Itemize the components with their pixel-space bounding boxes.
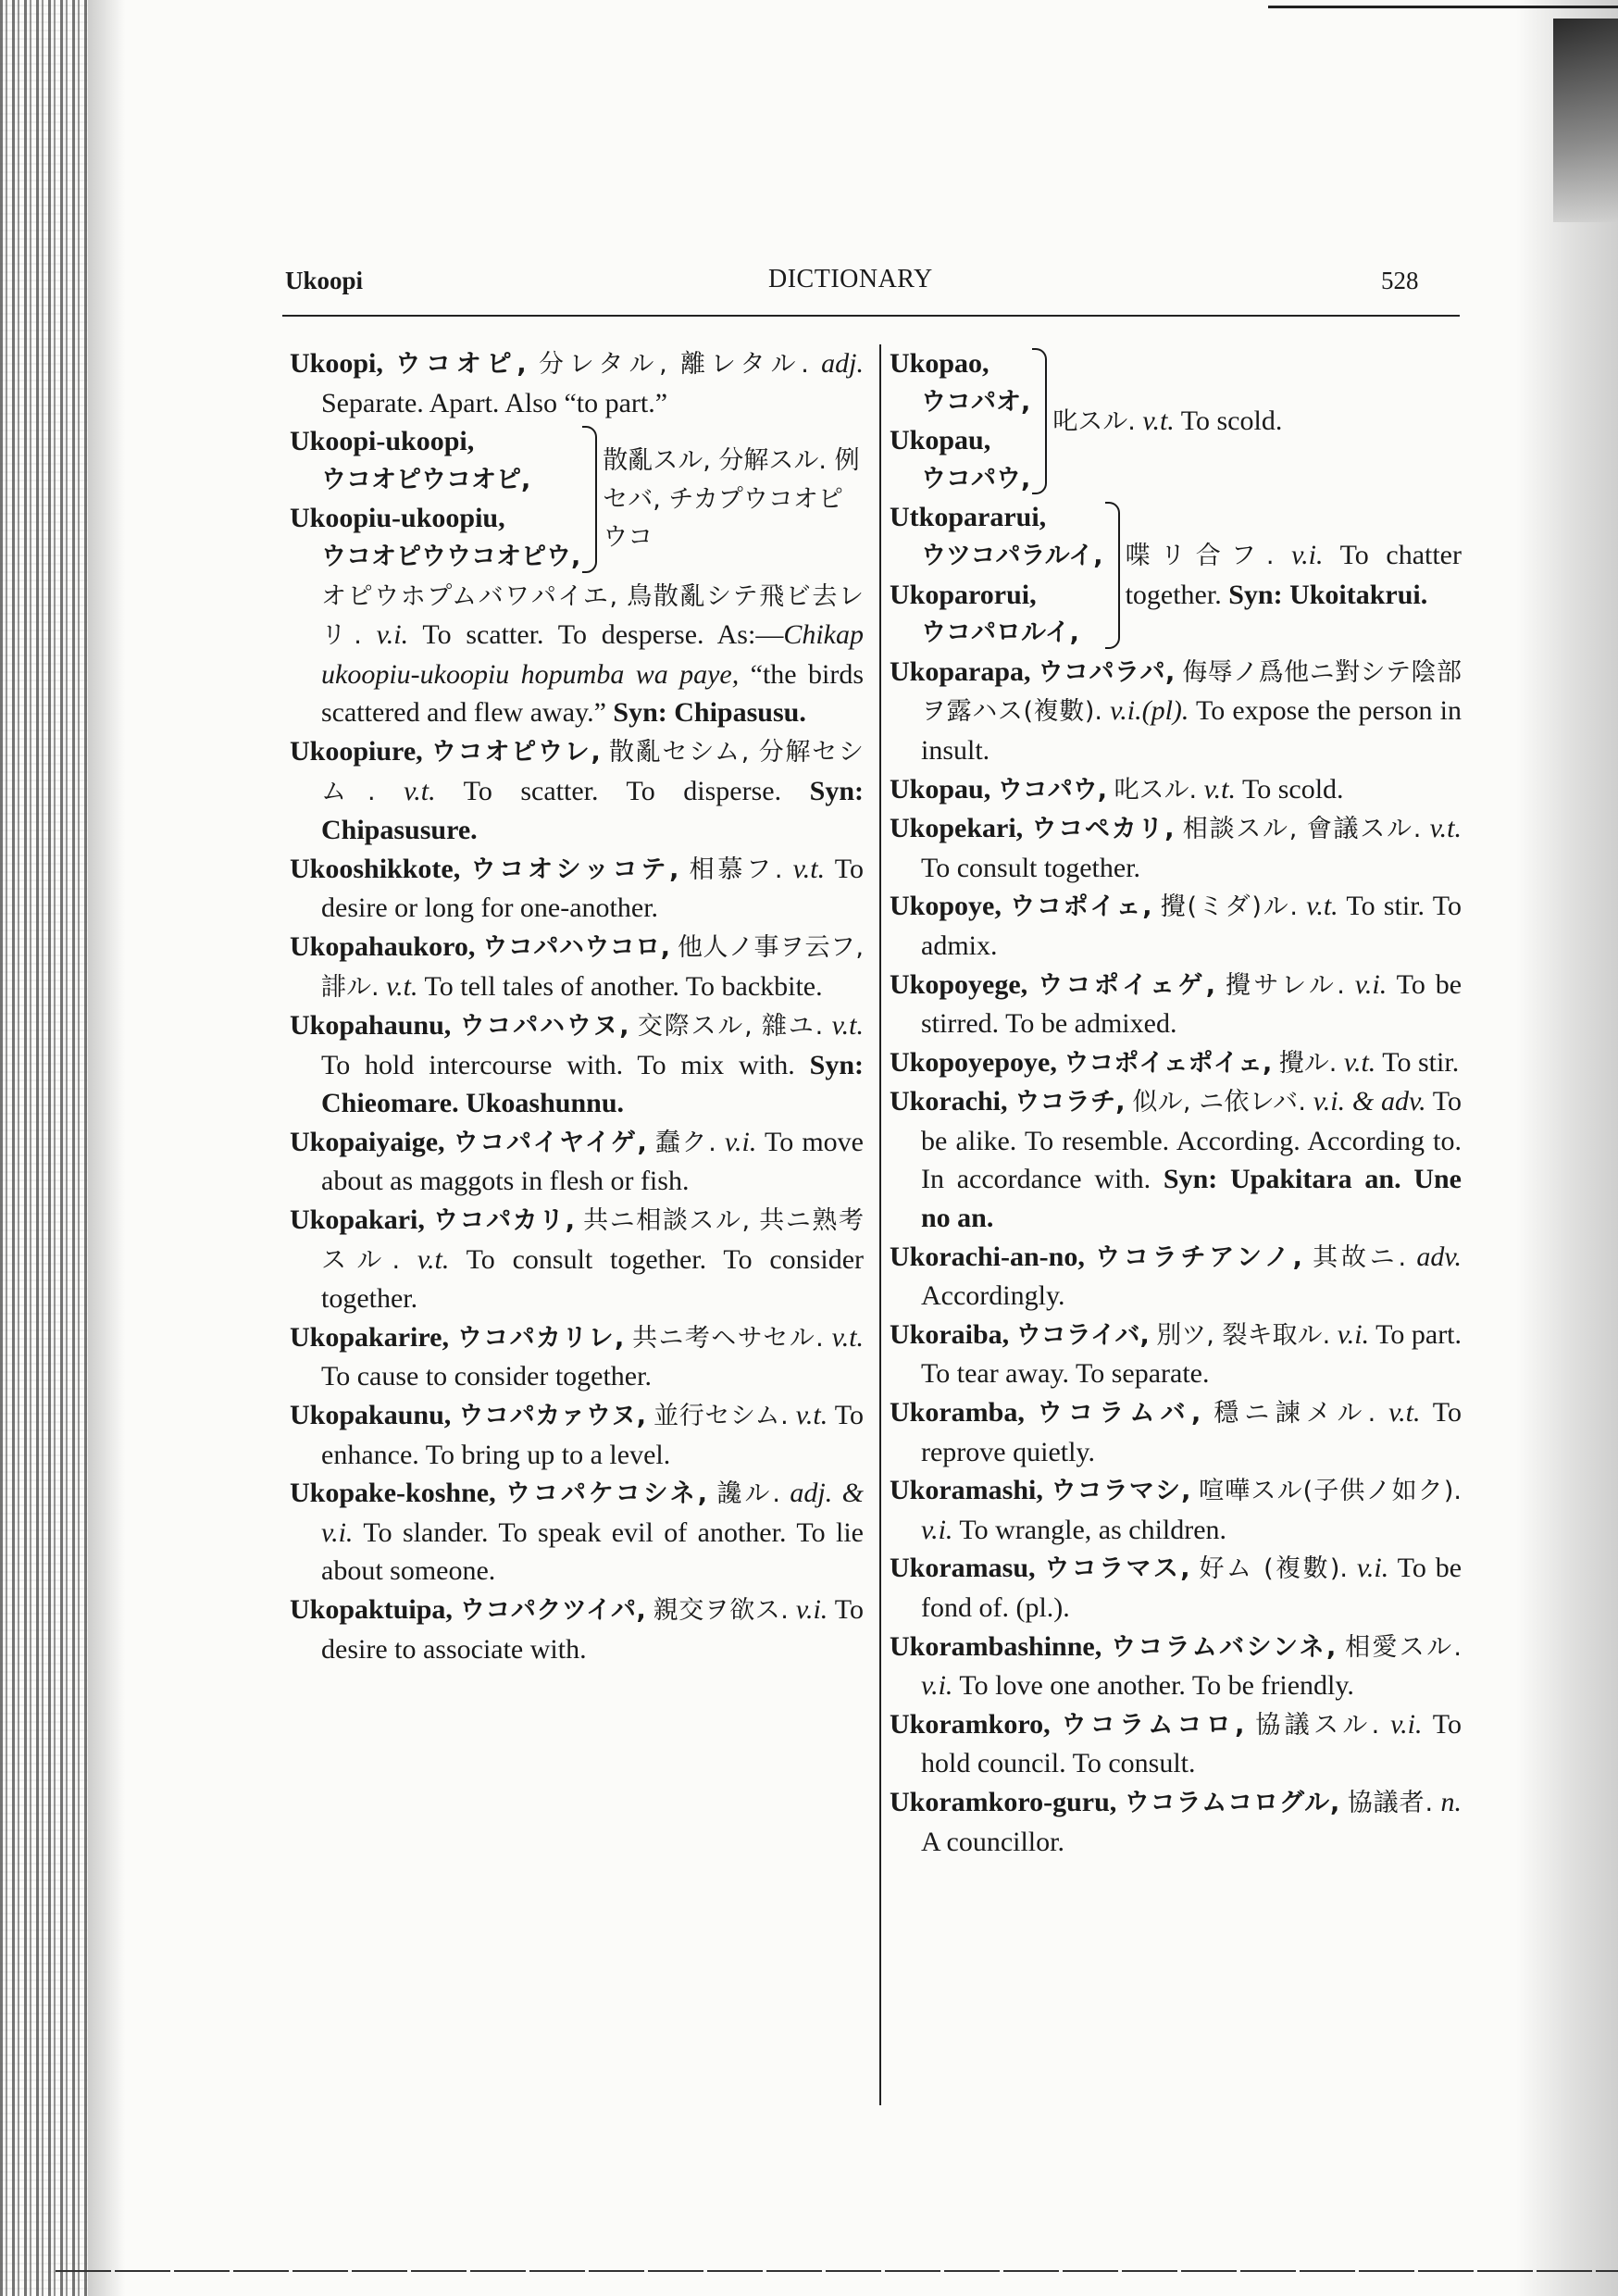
entry-definition: To reprove quietly. bbox=[921, 1397, 1462, 1467]
dictionary-entry bbox=[890, 887, 1462, 965]
entry-headword: Ukoramkoro-guru, bbox=[890, 1786, 1117, 1817]
entry-kana: ウコパケコシネ, bbox=[505, 1479, 708, 1509]
dictionary-entry bbox=[890, 770, 1462, 810]
entry-japanese: 他人ノ事ヲ云フ, 誹ル. bbox=[321, 932, 865, 1002]
entry-synonym: Syn: Ukoitakrui. bbox=[1228, 580, 1428, 611]
entry-headword: Ukopahaunu, bbox=[290, 1010, 452, 1042]
entry-japanese: 交際スル, 雜ユ. bbox=[637, 1012, 824, 1042]
entry-definition: To be stirred. To be admixed. bbox=[921, 968, 1462, 1040]
dictionary-entry bbox=[890, 1471, 1462, 1549]
running-head: Ukoopi bbox=[285, 267, 364, 294]
entry-definition: A councillor. bbox=[921, 1826, 1064, 1857]
right-column bbox=[890, 344, 1462, 1861]
dictionary-entry-group bbox=[890, 498, 1462, 652]
entry-pos: v.t. bbox=[1203, 773, 1237, 805]
entry-japanese: 攪サレル. bbox=[1225, 970, 1345, 1000]
entry-headword: Utkopararui, bbox=[890, 502, 1047, 533]
entry-definition: To stir. To admix. bbox=[921, 891, 1462, 961]
entry-kana: ウコパロルイ, bbox=[921, 618, 1079, 648]
entry-headword: Ukoopiu-ukoopiu, bbox=[290, 503, 505, 534]
dictionary-entry bbox=[290, 1396, 864, 1474]
bracket bbox=[582, 426, 597, 572]
entry-headword: Ukopaktuipa, bbox=[290, 1594, 453, 1625]
bracket bbox=[1105, 502, 1120, 648]
header-rule bbox=[282, 315, 1460, 317]
dictionary-entry bbox=[890, 1628, 1462, 1705]
entry-headword: Ukopau, bbox=[890, 425, 991, 456]
entry-pos: v.t. bbox=[831, 1010, 865, 1042]
entry-definition: To desire to associate with. bbox=[321, 1594, 864, 1665]
column-divider bbox=[879, 344, 881, 2105]
entry-pos: v.i. bbox=[724, 1126, 757, 1157]
entry-kana: ウコラチ, bbox=[1014, 1088, 1126, 1117]
entry-pos: adj. & v.i. bbox=[321, 1478, 865, 1548]
entry-japanese: 喋リ合フ. bbox=[1125, 542, 1275, 571]
entry-kana: ウコパハウコロ, bbox=[482, 932, 671, 962]
dictionary-entry bbox=[890, 1783, 1462, 1861]
dictionary-entry bbox=[890, 1238, 1462, 1316]
entry-japanese: 喧嘩スル(子供ノ如ク). bbox=[1199, 1477, 1462, 1506]
entry-pos: adj. bbox=[821, 348, 865, 379]
entry-headword: Ukopake-koshne, bbox=[290, 1478, 496, 1509]
dictionary-entry bbox=[290, 732, 864, 850]
entry-kana: ウコラムコログル, bbox=[1124, 1788, 1340, 1817]
entry-definition: To wrangle, as children. bbox=[959, 1514, 1227, 1545]
entry-synonym: Syn: Chieomare. Ukoashunnu. bbox=[321, 1049, 864, 1119]
entry-japanese: 並行セシム. bbox=[653, 1402, 789, 1431]
entry-definition: To enhance. To bring up to a level. bbox=[321, 1400, 865, 1470]
entry-kana: ウコパウ, bbox=[997, 775, 1107, 805]
entry-headword: Ukoopiure, bbox=[290, 735, 423, 767]
entry-pos: v.t. bbox=[1306, 891, 1338, 922]
entry-definition: To hold intercourse with. To mix with. bbox=[321, 1049, 795, 1080]
entry-japanese: 親交ヲ欲ス. bbox=[653, 1596, 789, 1625]
entry-kana: ウコオピウコオピ, bbox=[321, 465, 531, 494]
entry-kana: ウコラムバ, bbox=[1037, 1399, 1201, 1429]
entry-definition: To cause to consider together. bbox=[321, 1361, 652, 1392]
entry-pos: adv. bbox=[1416, 1241, 1462, 1272]
entry-headword: Ukopoyege, bbox=[890, 968, 1028, 1000]
entry-pos: v.i. bbox=[795, 1594, 828, 1625]
entry-headword: Ukoramashi, bbox=[890, 1475, 1043, 1506]
entry-japanese: 相愛スル. bbox=[1345, 1632, 1462, 1662]
entry-pos: v.i. bbox=[376, 619, 409, 651]
dictionary-entry bbox=[890, 809, 1462, 887]
entry-headword: Ukoparapa, bbox=[890, 655, 1031, 687]
entry-japanese: 分レタル, 離レタル. bbox=[539, 350, 809, 379]
entry-pos: v.i. bbox=[1337, 1318, 1370, 1350]
entry-headword: Ukopakaunu, bbox=[290, 1400, 452, 1431]
entry-definition: To consult together. To consider together. bbox=[321, 1243, 864, 1315]
entry-kana: ウコライバ, bbox=[1015, 1320, 1150, 1350]
entry-kana: ウコオピウレ, bbox=[430, 737, 601, 767]
dictionary-entry bbox=[290, 1318, 864, 1396]
entry-pos: v.t. bbox=[1343, 1046, 1376, 1078]
entry-pos: v.t. bbox=[792, 853, 826, 884]
entry-headword: Ukopakarire, bbox=[290, 1321, 449, 1353]
entry-example: Chikap ukoopiu-ukoopiu hopumba wa paye, bbox=[321, 619, 864, 690]
entry-kana: ウコパラパ, bbox=[1038, 657, 1176, 687]
entry-kana: ウコオシッコテ, bbox=[470, 855, 679, 884]
entry-pos: v.t. bbox=[404, 775, 436, 806]
entry-headword: Ukoramasu, bbox=[890, 1553, 1036, 1584]
entry-kana: ウコペカリ, bbox=[1031, 815, 1175, 844]
entry-kana: ウツコパラルイ, bbox=[921, 541, 1103, 570]
entry-headword: Ukopekari, bbox=[890, 813, 1024, 844]
entry-pos: v.t. bbox=[1142, 405, 1175, 436]
entry-definition: To stir. bbox=[1382, 1046, 1460, 1078]
entry-definition: To move about as maggots in flesh or fish. bbox=[321, 1126, 864, 1197]
entry-definition: Accordingly. bbox=[921, 1280, 1065, 1312]
entry-headword: Ukopoye, bbox=[890, 891, 1002, 922]
entry-pos: v.i. bbox=[1356, 1553, 1389, 1584]
entry-definition: To expose the person in insult. bbox=[921, 695, 1462, 766]
entry-kana: ウコパウ, bbox=[921, 464, 1031, 493]
dictionary-entry bbox=[290, 344, 864, 422]
entry-japanese: 蠢ク. bbox=[654, 1128, 716, 1157]
page-title: DICTIONARY bbox=[768, 265, 933, 293]
left-column bbox=[290, 344, 864, 1668]
entry-definition: To scatter. To desperse. As:— bbox=[422, 619, 784, 651]
dictionary-entry-group bbox=[290, 422, 864, 732]
dictionary-entry bbox=[290, 850, 864, 928]
entry-kana: ウコポイェ, bbox=[1010, 892, 1152, 922]
bottom-scan-rule bbox=[56, 2270, 1618, 2272]
scan-right-corner bbox=[1553, 19, 1618, 222]
entry-japanese: 叱スル. bbox=[1052, 406, 1136, 436]
entry-japanese: 散亂スル, 分解スル. 例セバ, チカプウコオピウコ bbox=[603, 445, 860, 553]
entry-definition: To slander. To speak evil of another. To lie about someone. bbox=[321, 1516, 864, 1587]
entry-headword: Ukopau, bbox=[890, 773, 991, 805]
entry-kana: ウコポイェゲ, bbox=[1038, 970, 1216, 1000]
dictionary-entry bbox=[890, 1393, 1462, 1471]
dictionary-entry bbox=[290, 1201, 864, 1318]
entry-definition: To part. To tear away. To separate. bbox=[921, 1318, 1462, 1390]
entry-headword: Ukopoyepoye, bbox=[890, 1046, 1057, 1078]
dictionary-entry bbox=[890, 1549, 1462, 1627]
scan-left-edge bbox=[0, 0, 88, 2296]
entry-japanese: 攪(ミダ)ル. bbox=[1160, 892, 1298, 922]
entry-kana: ウコラムコロ, bbox=[1061, 1710, 1245, 1740]
entry-pos: v.t. bbox=[1388, 1397, 1421, 1429]
dictionary-entry bbox=[290, 1591, 864, 1668]
entry-pos: v.i. bbox=[1291, 540, 1324, 571]
entry-japanese: 似ル, ニ依レバ. bbox=[1132, 1088, 1306, 1117]
entry-definition: To consult together. bbox=[921, 852, 1141, 883]
entry-japanese: 共ニ相談スル, 共ニ熟考スル. bbox=[321, 1206, 865, 1275]
entry-pos: v.t. bbox=[386, 970, 418, 1002]
entry-japanese: 共ニ考ヘサセル. bbox=[632, 1323, 824, 1353]
scan-left-shadow bbox=[88, 0, 125, 2296]
entry-japanese: 相慕フ. bbox=[689, 855, 783, 884]
entry-pos: v.i. bbox=[921, 1670, 953, 1702]
entry-headword: Ukooshikkote, bbox=[290, 853, 461, 884]
entry-headword: Ukoopi-ukoopi, bbox=[290, 426, 475, 457]
entry-japanese: 別ツ, 裂キ取ル. bbox=[1156, 1320, 1331, 1350]
dictionary-entry bbox=[290, 928, 864, 1006]
dictionary-entry bbox=[890, 653, 1462, 770]
entry-pos: v.i. & adv. bbox=[1313, 1086, 1426, 1117]
entry-kana: ウコポイェポイェ, bbox=[1064, 1048, 1273, 1078]
entry-definition: To desire or long for one-another. bbox=[321, 853, 865, 924]
entry-pos: v.t. bbox=[1429, 813, 1462, 844]
dictionary-entry bbox=[890, 966, 1462, 1043]
entry-japanese: 相談スル, 會議スル. bbox=[1182, 815, 1422, 844]
entry-definition: To scold. bbox=[1180, 405, 1283, 436]
entry-synonym: Syn: Chipasusure. bbox=[321, 775, 864, 846]
entry-japanese: 散亂セシム, 分解セシム. bbox=[321, 737, 864, 806]
entry-pos: v.i. bbox=[1390, 1708, 1423, 1740]
entry-definition: To scatter. To disperse. bbox=[463, 775, 782, 806]
dictionary-entry-group bbox=[890, 344, 1462, 498]
entry-gloss: “the birds scattered and flew away.” bbox=[321, 658, 864, 729]
entry-pos: v.i.(pl). bbox=[1110, 695, 1189, 727]
entry-japanese: 侮辱ノ爲他ニ對シテ陰部ヲ露ハス(複數). bbox=[921, 657, 1462, 727]
entry-definition: To love one another. To be friendly. bbox=[959, 1670, 1354, 1702]
dictionary-entry bbox=[890, 1316, 1462, 1393]
entry-japanese: 協議スル. bbox=[1255, 1710, 1380, 1740]
entry-japanese: 叱スル. bbox=[1114, 775, 1198, 805]
dictionary-entry bbox=[890, 1705, 1462, 1783]
entry-synonym: Syn: Upakitara an. Une no an. bbox=[921, 1164, 1462, 1234]
entry-kana: ウコラムバシンネ, bbox=[1111, 1632, 1337, 1662]
dictionary-entry bbox=[890, 1043, 1462, 1083]
entry-kana: ウコパカリ, bbox=[432, 1206, 576, 1236]
entry-japanese: 攪ル. bbox=[1278, 1048, 1338, 1078]
entry-definition: To scold. bbox=[1241, 773, 1344, 805]
entry-definition: To be fond of. (pl.). bbox=[921, 1553, 1462, 1623]
entry-headword: Ukopakari, bbox=[290, 1204, 425, 1236]
entry-definition: Separate. Apart. Also “to part.” bbox=[321, 387, 668, 418]
entry-headword: Ukoparorui, bbox=[890, 579, 1037, 610]
entry-pos: n. bbox=[1440, 1786, 1462, 1817]
entry-headword: Ukorambashinne, bbox=[890, 1630, 1102, 1662]
scan-right-edge bbox=[1516, 0, 1618, 2296]
entry-kana: ウコパオ, bbox=[921, 387, 1031, 417]
entry-kana: ウコパカァウヌ, bbox=[458, 1402, 647, 1431]
entry-kana: ウコパハウヌ, bbox=[459, 1012, 629, 1042]
entry-headword: Ukorachi-an-no, bbox=[890, 1241, 1085, 1272]
entry-kana: ウコラチアンノ, bbox=[1095, 1242, 1302, 1272]
top-scan-rule bbox=[1268, 6, 1618, 8]
entry-headword: Ukopaiyaige, bbox=[290, 1126, 445, 1157]
entry-kana: ウコラマシ, bbox=[1051, 1477, 1191, 1506]
entry-definition: To chatter together. bbox=[1125, 540, 1462, 611]
entry-kana: ウコオピ, bbox=[395, 350, 527, 379]
entry-pos: v.i. bbox=[1354, 968, 1388, 1000]
entry-kana: ウコパイヤイゲ, bbox=[453, 1128, 647, 1157]
entry-definition: To hold council. To consult. bbox=[921, 1708, 1462, 1779]
entry-headword: Ukoramkoro, bbox=[890, 1708, 1051, 1740]
dictionary-entry bbox=[890, 1082, 1462, 1237]
entry-pos: v.i. bbox=[921, 1514, 953, 1545]
entry-japanese: 協議者. bbox=[1347, 1788, 1434, 1817]
entry-headword: Ukopao, bbox=[890, 348, 989, 379]
entry-japanese: 穩ニ諫メル. bbox=[1214, 1399, 1376, 1429]
entry-definition: To tell tales of another. To backbite. bbox=[424, 970, 823, 1002]
entry-kana: ウコオピウウコオピウ, bbox=[321, 542, 581, 571]
dictionary-entry bbox=[290, 1474, 864, 1591]
entry-kana: ウコパカリレ, bbox=[456, 1323, 625, 1353]
entry-japanese: 讒ル. bbox=[716, 1479, 780, 1509]
page-number: 528 bbox=[1381, 267, 1419, 294]
entry-synonym: Syn: Chipasusu. bbox=[613, 697, 806, 729]
entry-kana: ウコラマス, bbox=[1044, 1554, 1190, 1584]
dictionary-entry bbox=[290, 1006, 864, 1123]
entry-definition: To be alike. To resemble. According. According to. In accordance with. bbox=[921, 1086, 1462, 1195]
entry-japanese: 好ム (複數). bbox=[1199, 1554, 1348, 1584]
entry-headword: Ukopahaukoro, bbox=[290, 930, 476, 962]
entry-headword: Ukoramba, bbox=[890, 1397, 1025, 1429]
entry-japanese: 其故ニ. bbox=[1313, 1242, 1407, 1272]
entry-pos: v.t. bbox=[795, 1400, 828, 1431]
entry-pos: v.t. bbox=[417, 1243, 450, 1275]
bracket bbox=[1032, 348, 1047, 494]
entry-kana: ウコパクツイパ, bbox=[459, 1596, 646, 1625]
entry-headword: Ukorachi, bbox=[890, 1086, 1008, 1117]
entry-japanese: オピウホプムバワパイエ, 鳥散亂シテ飛ビ去レリ. bbox=[321, 581, 864, 651]
entry-headword: Ukoraiba, bbox=[890, 1318, 1010, 1350]
dictionary-entry bbox=[290, 1123, 864, 1201]
entry-pos: v.t. bbox=[831, 1321, 865, 1353]
entry-headword: Ukoopi, bbox=[290, 348, 383, 379]
